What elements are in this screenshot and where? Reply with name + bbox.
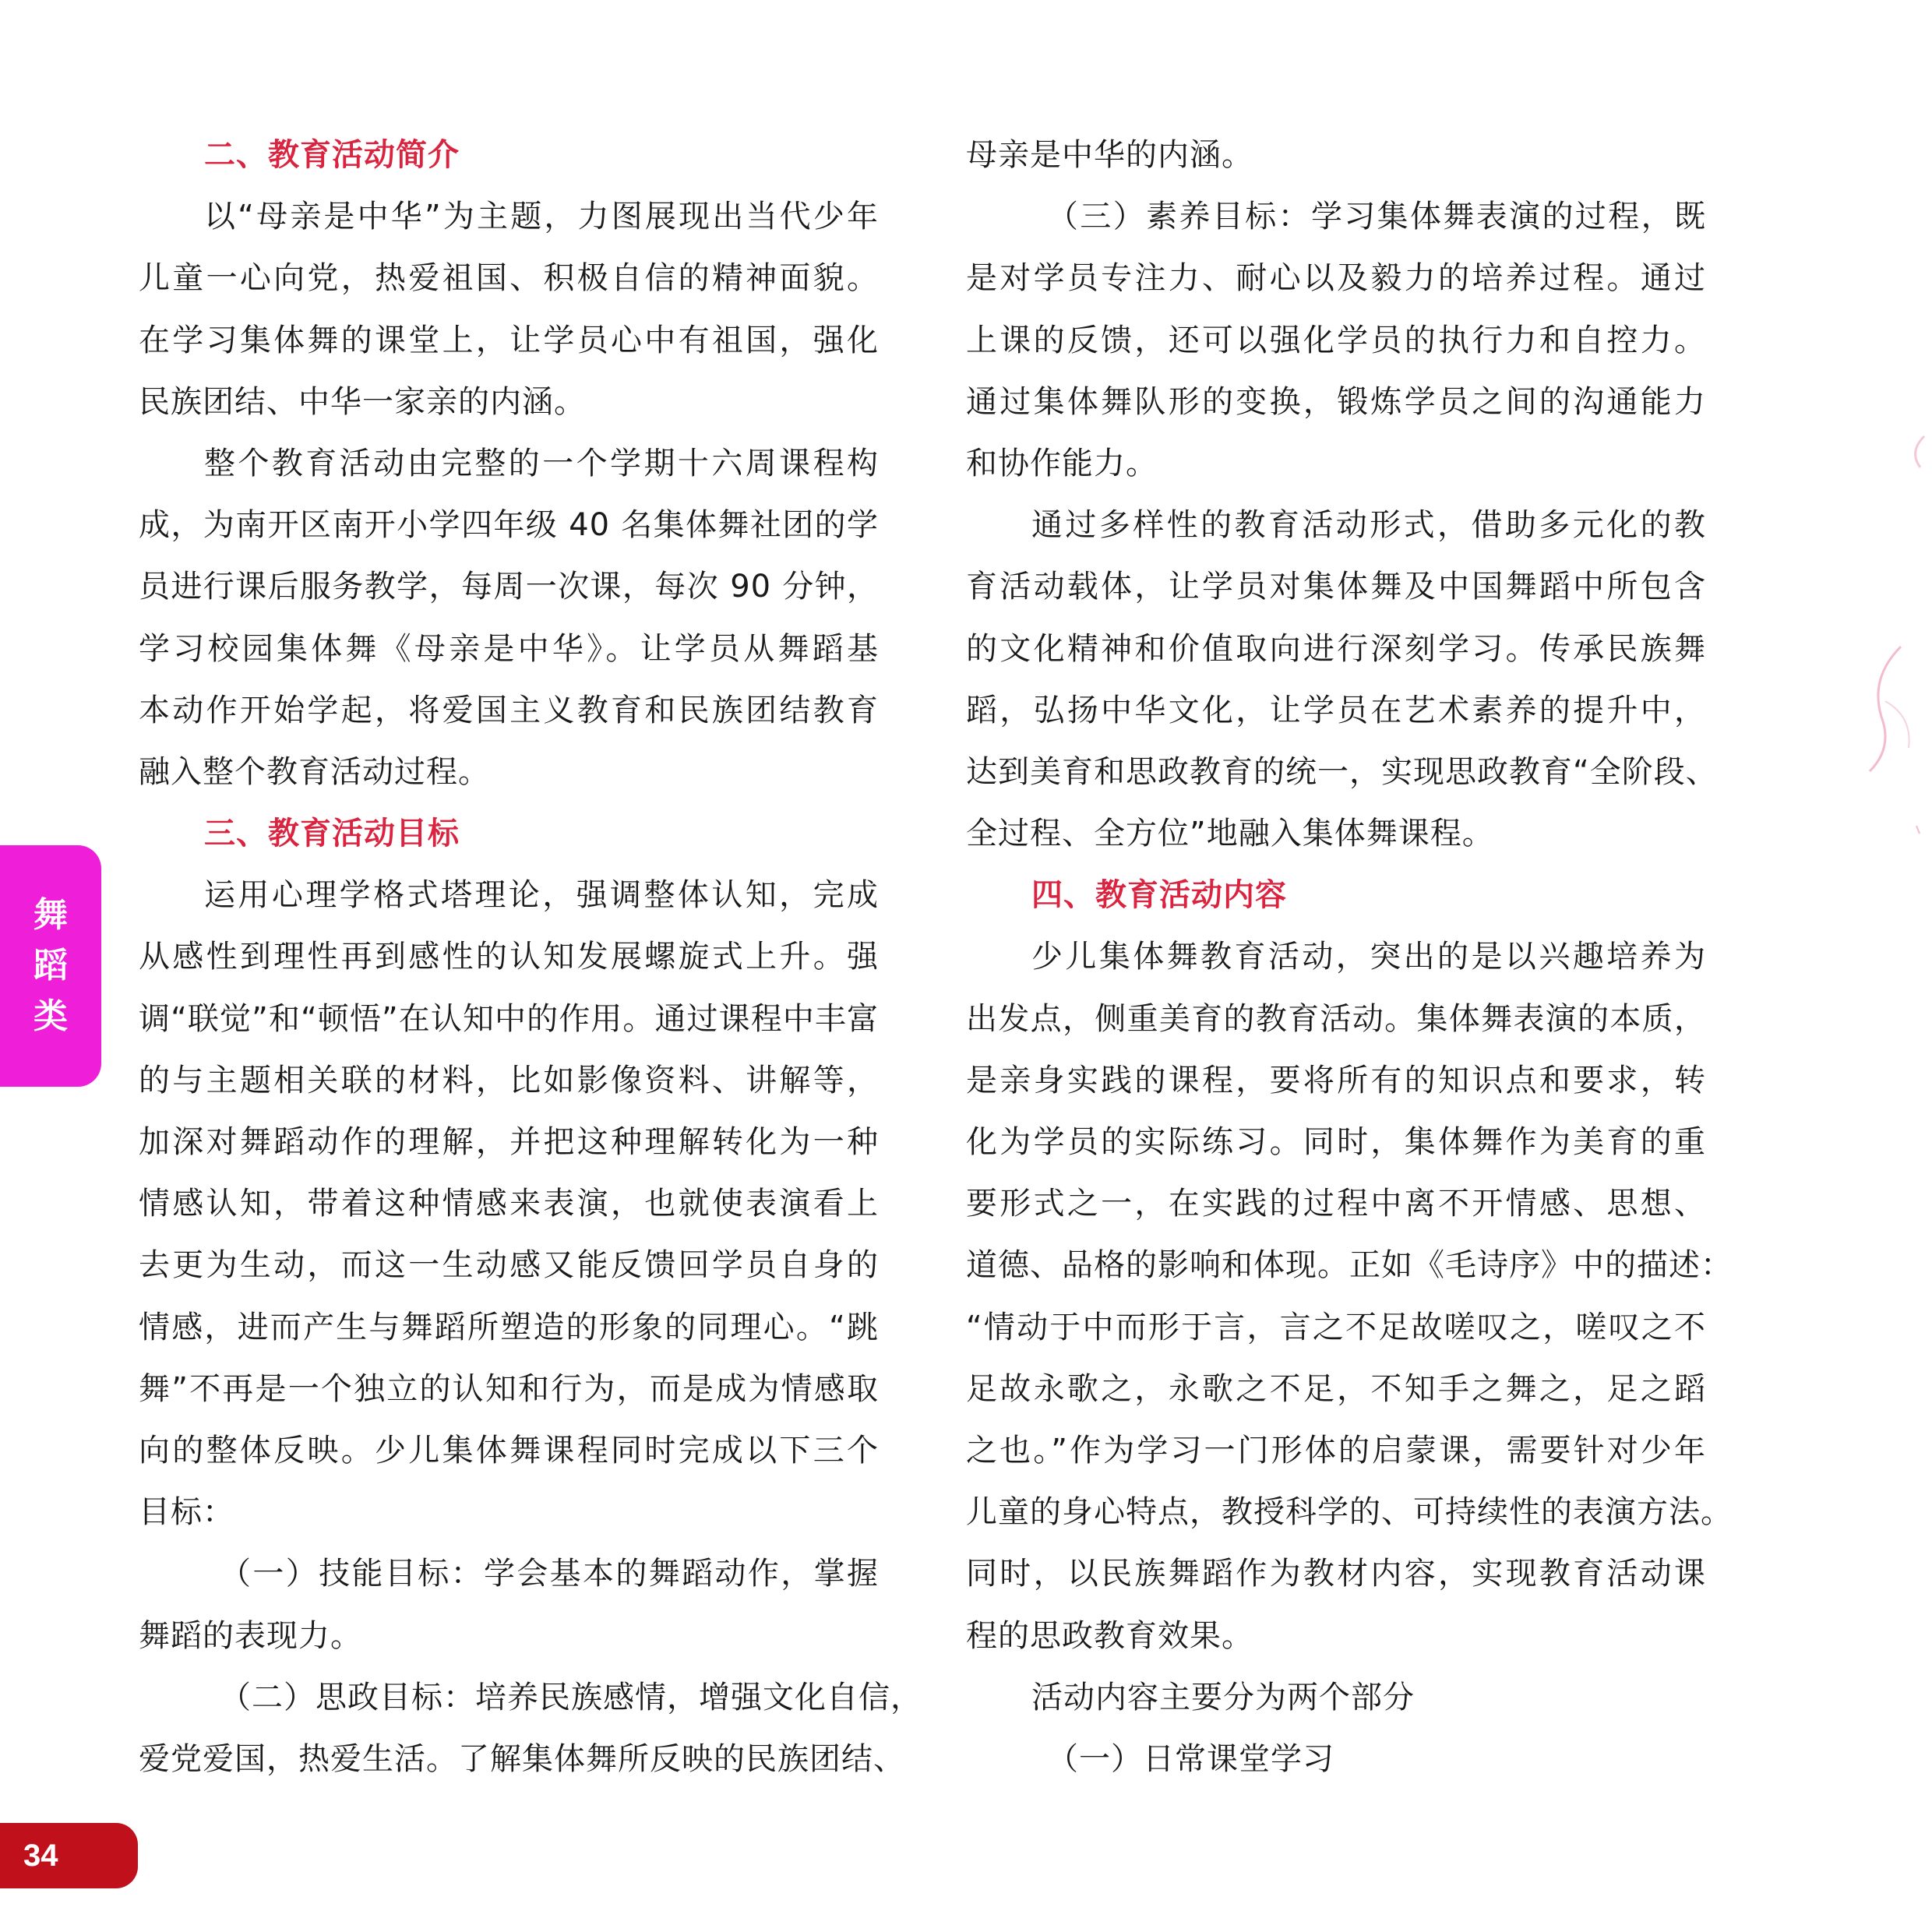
paragraph-line: 向的整体反映。少儿集体舞课程同时完成以下三个 (139, 1432, 879, 1468)
paragraph-line: 少儿集体舞教育活动，突出的是以兴趣培养为 (1031, 939, 1706, 975)
paragraph-line: 要形式之一，在实践的过程中离不开情感、思想、 (966, 1186, 1706, 1222)
paragraph-line: （一）日常课堂学习 (1047, 1740, 1334, 1777)
paragraph-line: 通过多样性的教育活动形式，借助多元化的教 (1031, 507, 1706, 544)
paragraph-line: 从感性到理性再到感性的认知发展螺旋式上升。强 (139, 939, 879, 975)
right-column (966, 125, 1733, 1790)
paragraph-line: 民族团结、中华一家亲的内涵。 (139, 383, 586, 420)
paragraph-line: 上课的反馈，还可以强化学员的执行力和自控力。 (966, 322, 1706, 358)
section-heading-4: 四、教育活动内容 (1031, 877, 1287, 914)
paragraph-line: 成，为南开区南开小学四年级 40 名集体舞社团的学 (139, 507, 879, 544)
section-heading-3: 三、教育活动目标 (204, 816, 460, 852)
paragraph-line: 去更为生动，而这一生动感又能反馈回学员自身的 (139, 1247, 879, 1284)
paragraph-line: 是对学员专注力、耐心以及毅力的培养过程。通过 (966, 260, 1706, 297)
decorative-sketch (1839, 421, 1932, 841)
page-number-badge (0, 1823, 138, 1888)
left-column (139, 125, 922, 1790)
paragraph-line: 加深对舞蹈动作的理解，并把这种理解转化为一种 (139, 1124, 879, 1160)
paragraph-line: 道德、品格的影响和体现。正如《毛诗序》中的描述： (966, 1247, 1733, 1284)
paragraph-line: 整个教育活动由完整的一个学期十六周课程构 (204, 445, 879, 481)
paragraph-line: 和协作能力。 (966, 445, 1158, 481)
paragraph-line: 员进行课后服务教学，每周一次课，每次 90 分钟， (139, 569, 879, 605)
paragraph-line: 程的思政教育效果。 (966, 1617, 1253, 1654)
paragraph-line: 的与主题相关联的材料，比如影像资料、讲解等， (139, 1062, 879, 1098)
paragraph-line: 足故永歌之，永歌之不足，不知手之舞之，足之蹈 (966, 1370, 1706, 1407)
paragraph-line: 舞蹈的表现力。 (139, 1617, 362, 1654)
paragraph-line: 调“联觉”和“顿悟”在认知中的作用。通过课程中丰富 (139, 1000, 879, 1037)
paragraph-line: 儿童一心向党，热爱祖国、积极自信的精神面貌。 (139, 260, 879, 297)
paragraph-line: 活动内容主要分为两个部分 (1031, 1679, 1415, 1715)
paragraph-line: 是亲身实践的课程，要将所有的知识点和要求，转 (966, 1062, 1706, 1098)
paragraph-line: 本动作开始学起，将爱国主义教育和民族团结教育 (139, 692, 879, 728)
paragraph-line: 学习校园集体舞《母亲是中华》。让学员从舞蹈基 (139, 630, 879, 667)
paragraph-line: 舞”不再是一个独立的认知和行为，而是成为情感取 (139, 1370, 879, 1407)
paragraph-line: 儿童的身心特点，教授科学的、可持续性的表演方法。 (966, 1494, 1733, 1531)
paragraph-line: 达到美育和思政教育的统一，实现思政教育“全阶段、 (966, 753, 1718, 790)
category-tab-char: 舞 (33, 895, 68, 935)
paragraph-line: 育活动载体，让学员对集体舞及中国舞蹈中所包含 (966, 569, 1706, 605)
paragraph-line: 在学习集体舞的课堂上，让学员心中有祖国，强化 (139, 322, 879, 358)
paragraph-line: （三）素养目标：学习集体舞表演的过程，既 (1047, 199, 1706, 235)
paragraph-line: 蹈，弘扬中华文化，让学员在艺术素养的提升中， (966, 692, 1706, 728)
paragraph-line: 出发点，侧重美育的教育活动。集体舞表演的本质， (966, 1000, 1706, 1037)
paragraph-line: 的文化精神和价值取向进行深刻学习。传承民族舞 (966, 630, 1706, 667)
paragraph-line: （二）思政目标：培养民族感情，增强文化自信， (220, 1679, 922, 1715)
paragraph-line: “情动于中而形于言，言之不足故嗟叹之，嗟叹之不 (966, 1309, 1706, 1345)
paragraph-line: 爱党爱国，热爱生活。了解集体舞所反映的民族团结、 (139, 1740, 905, 1777)
paragraph-line: 化为学员的实际练习。同时，集体舞作为美育的重 (966, 1124, 1706, 1160)
category-side-tab (0, 845, 101, 1087)
category-tab-char: 蹈 (33, 946, 68, 985)
page-number: 34 (23, 1839, 58, 1873)
paragraph-line: 母亲是中华的内涵。 (966, 137, 1253, 173)
paragraph-line: 以“母亲是中华”为主题，力图展现出当代少年 (204, 199, 879, 235)
paragraph-line: 同时，以民族舞蹈作为教材内容，实现教育活动课 (966, 1556, 1706, 1592)
paragraph-line: 通过集体舞队形的变换，锻炼学员之间的沟通能力 (966, 383, 1706, 420)
paragraph-line: 全过程、全方位”地融入集体舞课程。 (966, 816, 1494, 852)
paragraph-line: 融入整个教育活动过程。 (139, 753, 490, 790)
paragraph-line: 情感认知，带着这种情感来表演，也就使表演看上 (139, 1186, 879, 1222)
category-tab-char: 类 (33, 996, 68, 1036)
paragraph-line: （一）技能目标：学会基本的舞蹈动作，掌握 (220, 1556, 879, 1592)
section-heading-2: 二、教育活动简介 (204, 137, 460, 173)
paragraph-line: 运用心理学格式塔理论，强调整体认知，完成 (204, 877, 879, 914)
paragraph-line: 目标： (139, 1494, 234, 1531)
paragraph-line: 之也。”作为学习一门形体的启蒙课，需要针对少年 (966, 1432, 1706, 1468)
paragraph-line: 情感，进而产生与舞蹈所塑造的形象的同理心。“跳 (139, 1309, 879, 1345)
